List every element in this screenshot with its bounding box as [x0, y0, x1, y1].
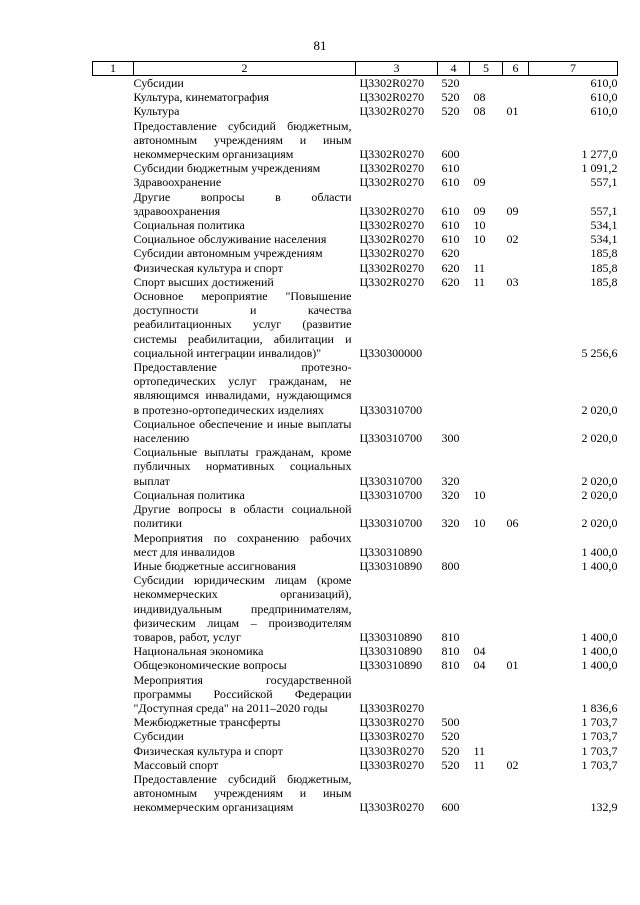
row-blank-cell	[93, 417, 134, 445]
table-row	[93, 261, 618, 275]
row-blank-cell	[93, 360, 134, 417]
row-code: Ц3303R0270	[359, 757, 425, 772]
table-row	[93, 289, 618, 360]
row-col4: 320	[441, 516, 460, 531]
row-col5	[470, 559, 503, 573]
row-amount: 2 020,0	[581, 402, 618, 417]
row-col6	[503, 772, 529, 815]
row-name: Общеэкономические вопросы	[133, 658, 287, 673]
row-blank-cell	[93, 559, 134, 573]
row-code: Ц330310890	[359, 658, 423, 673]
row-col6	[503, 531, 529, 559]
row-amount: 1 836,6	[581, 700, 618, 715]
row-col5: 11	[473, 260, 486, 275]
row-col6: 03	[506, 274, 519, 289]
table-row	[93, 531, 618, 559]
row-name: Предоставление субсидий бюджетным, автономным учреждениям и иным некоммерческим организациям	[133, 118, 352, 162]
row-amount: 2 020,0	[581, 431, 618, 446]
row-blank-cell	[93, 729, 134, 743]
row-code: Ц330310890	[359, 644, 423, 659]
row-name: Социальное обслуживание населения	[133, 232, 327, 247]
table-row	[93, 445, 618, 488]
table-row	[93, 246, 618, 260]
row-amount: 610,0	[590, 76, 618, 90]
row-blank-cell	[93, 246, 134, 260]
row-code: Ц3302R0270	[359, 232, 425, 247]
row-col4: 520	[441, 90, 460, 105]
row-name: Субсидии автономным учреждениям	[133, 246, 323, 261]
table-row	[93, 76, 618, 91]
row-name: Мероприятия государственной программы Российской Федерации "Доступная среда" на 2011–2020 годы	[133, 672, 352, 715]
row-code: Ц330310890	[359, 558, 423, 573]
table-row	[93, 573, 618, 644]
row-col5: 04	[473, 644, 486, 659]
column-header: 1	[93, 62, 134, 76]
row-col4: 520	[441, 104, 460, 119]
row-amount: 1 703,7	[581, 743, 618, 758]
row-name: Субсидии	[133, 729, 184, 744]
table-header-row	[93, 62, 618, 76]
row-col4: 500	[441, 715, 460, 730]
row-col4: 520	[441, 743, 460, 758]
row-col4: 320	[441, 487, 460, 502]
row-col4	[438, 531, 470, 559]
row-name: Иные бюджетные ассигнования	[133, 558, 296, 573]
row-col5: 09	[473, 175, 486, 190]
row-col4	[438, 289, 470, 360]
row-col5	[470, 729, 503, 743]
table-row	[93, 275, 618, 289]
row-col6	[503, 445, 529, 488]
row-name: Субсидии	[133, 76, 184, 90]
row-name: Социальная политика	[133, 487, 245, 502]
row-code: Ц330310700	[359, 473, 423, 488]
table-row	[93, 715, 618, 729]
row-blank-cell	[93, 744, 134, 758]
row-blank-cell	[93, 104, 134, 118]
row-code: Ц3302R0270	[359, 76, 425, 90]
row-blank-cell	[93, 673, 134, 716]
row-col4: 800	[441, 558, 460, 573]
row-col5	[470, 573, 503, 644]
row-code: Ц330310700	[359, 487, 423, 502]
row-blank-cell	[93, 175, 134, 189]
row-col6	[503, 360, 529, 417]
row-blank-cell	[93, 275, 134, 289]
row-code: Ц330310890	[359, 629, 423, 644]
row-blank-cell	[93, 261, 134, 275]
column-header: 6	[503, 62, 529, 76]
row-code: Ц3303R0270	[359, 800, 425, 815]
row-col4: 620	[441, 246, 460, 261]
row-name: Другие вопросы в области здравоохранения	[133, 189, 352, 218]
row-col4: 520	[441, 757, 460, 772]
row-col6	[503, 76, 529, 91]
row-col4: 620	[441, 274, 460, 289]
row-col5	[470, 445, 503, 488]
row-code: Ц330310700	[359, 431, 423, 446]
row-blank-cell	[93, 289, 134, 360]
row-code: Ц330310890	[359, 544, 423, 559]
row-blank-cell	[93, 445, 134, 488]
row-col6	[503, 289, 529, 360]
row-amount: 534,1	[590, 218, 618, 233]
table-row	[93, 744, 618, 758]
row-name: Мероприятия по сохранению рабочих мест для инвалидов	[133, 530, 352, 559]
row-col4: 810	[441, 644, 460, 659]
row-name: Массовый спорт	[133, 757, 219, 772]
table-row	[93, 119, 618, 162]
row-col5: 10	[473, 232, 486, 247]
row-code: Ц3302R0270	[359, 90, 425, 105]
row-col4: 520	[441, 76, 460, 90]
row-col6	[503, 119, 529, 162]
row-amount: 1 400,0	[581, 544, 618, 559]
row-amount: 610,0	[590, 104, 618, 119]
row-col5	[470, 119, 503, 162]
row-amount: 610,0	[590, 90, 618, 105]
row-col5	[470, 360, 503, 417]
row-code: Ц3302R0270	[359, 147, 425, 162]
column-header: 4	[438, 62, 470, 76]
row-blank-cell	[93, 573, 134, 644]
row-code: Ц330310700	[359, 516, 423, 531]
row-col4: 610	[441, 175, 460, 190]
table-row	[93, 673, 618, 716]
row-col6	[503, 559, 529, 573]
row-code: Ц3303R0270	[359, 700, 425, 715]
row-col4	[438, 360, 470, 417]
row-col5: 10	[473, 516, 486, 531]
row-name: Социальная политика	[133, 218, 245, 233]
row-amount: 132,9	[590, 800, 618, 815]
row-amount: 2 020,0	[581, 487, 618, 502]
row-amount: 185,8	[590, 274, 618, 289]
row-col4: 320	[441, 473, 460, 488]
row-amount: 1 703,7	[581, 715, 618, 730]
row-col5: 10	[473, 487, 486, 502]
table-row	[93, 729, 618, 743]
row-col6: 01	[506, 104, 519, 119]
row-amount: 1 091,2	[581, 161, 618, 176]
table-row	[93, 559, 618, 573]
row-blank-cell	[93, 488, 134, 502]
table-row	[93, 417, 618, 445]
row-name: Предоставление протезно-ортопедических услуг гражданам, не являющимся инвалидами, нуждающимся в протезно-ортопедических изделиях	[133, 360, 352, 417]
row-blank-cell	[93, 190, 134, 218]
row-amount: 185,8	[590, 246, 618, 261]
row-col4: 810	[441, 658, 460, 673]
row-blank-cell	[93, 772, 134, 815]
row-code: Ц330310700	[359, 402, 423, 417]
row-code: Ц3303R0270	[359, 743, 425, 758]
row-blank-cell	[93, 531, 134, 559]
row-amount: 185,8	[590, 260, 618, 275]
row-code: Ц3302R0270	[359, 246, 425, 261]
row-col4: 610	[441, 203, 460, 218]
row-amount: 2 020,0	[581, 516, 618, 531]
row-col4: 610	[441, 218, 460, 233]
row-amount: 2 020,0	[581, 473, 618, 488]
row-col6	[503, 161, 529, 175]
row-amount: 1 400,0	[581, 644, 618, 659]
row-blank-cell	[93, 644, 134, 658]
row-col5: 09	[473, 203, 486, 218]
row-name: Социальное обеспечение и иные выплаты населению	[133, 416, 352, 446]
row-blank-cell	[93, 715, 134, 729]
row-code: Ц3302R0270	[359, 274, 425, 289]
table-row	[93, 218, 618, 232]
row-col6	[503, 573, 529, 644]
row-col6	[503, 246, 529, 260]
row-name: Культура	[133, 104, 180, 119]
row-amount: 1 400,0	[581, 629, 618, 644]
row-col5: 08	[473, 90, 486, 105]
row-amount: 1 703,7	[581, 757, 618, 772]
row-col6	[503, 729, 529, 743]
row-code: Ц3302R0270	[359, 218, 425, 233]
table-row	[93, 175, 618, 189]
row-code: Ц3303R0270	[359, 715, 425, 730]
row-col6	[503, 744, 529, 758]
table-row	[93, 161, 618, 175]
row-name: Субсидии бюджетным учреждениям	[133, 161, 321, 176]
row-code: Ц3302R0270	[359, 260, 425, 275]
row-col4: 610	[441, 232, 460, 247]
row-col6: 09	[506, 203, 519, 218]
row-col6	[503, 644, 529, 658]
column-header: 5	[470, 62, 503, 76]
column-header: 2	[134, 62, 356, 76]
row-name: Культура, кинематография	[133, 90, 270, 105]
row-code: Ц3302R0270	[359, 203, 425, 218]
table-row	[93, 772, 618, 815]
row-name: Национальная экономика	[133, 644, 264, 659]
row-col4: 600	[441, 147, 460, 162]
row-blank-cell	[93, 161, 134, 175]
row-col6	[503, 715, 529, 729]
row-col6: 06	[506, 516, 519, 531]
table-row	[93, 232, 618, 246]
row-blank-cell	[93, 119, 134, 162]
row-blank-cell	[93, 502, 134, 530]
row-blank-cell	[93, 218, 134, 232]
table-body	[93, 76, 618, 815]
row-col5	[470, 161, 503, 175]
row-col5: 11	[473, 274, 486, 289]
table-row	[93, 190, 618, 218]
row-col6	[503, 417, 529, 445]
row-code: Ц330300000	[359, 345, 423, 360]
row-col6	[503, 90, 529, 104]
row-col6	[503, 218, 529, 232]
table-row	[93, 104, 618, 118]
table-row	[93, 488, 618, 502]
row-col4: 610	[441, 161, 460, 176]
row-col5: 04	[473, 658, 486, 673]
row-col6: 01	[506, 658, 519, 673]
row-col6	[503, 673, 529, 716]
row-amount: 1 277,0	[581, 147, 618, 162]
row-name: Социальные выплаты гражданам, кроме публичных нормативных социальных выплат	[133, 445, 352, 488]
row-blank-cell	[93, 232, 134, 246]
row-col5: 08	[473, 104, 486, 119]
row-amount: 5 256,6	[581, 345, 618, 360]
row-name: Основное мероприятие "Повышение доступности и качества реабилитационных услуг (развитие системы реабилитации, абилитации и социальной интеграции инвалидов)"	[133, 289, 352, 360]
table-row	[93, 758, 618, 772]
row-amount: 557,1	[590, 175, 618, 190]
row-code: Ц3302R0270	[359, 104, 425, 119]
budget-table	[92, 61, 618, 815]
row-code: Ц3302R0270	[359, 161, 425, 176]
row-amount: 557,1	[590, 203, 618, 218]
row-blank-cell	[93, 76, 134, 91]
row-amount: 1 703,7	[581, 729, 618, 744]
table-row	[93, 658, 618, 672]
row-amount: 534,1	[590, 232, 618, 247]
row-col5: 11	[473, 757, 486, 772]
row-col5	[470, 246, 503, 260]
row-blank-cell	[93, 758, 134, 772]
row-col4: 520	[441, 729, 460, 744]
row-code: Ц3303R0270	[359, 729, 425, 744]
table-row	[93, 644, 618, 658]
page-number: 81	[313, 38, 327, 53]
row-name: Межбюджетные трансферты	[133, 715, 281, 730]
row-col5	[470, 772, 503, 815]
row-code: Ц3302R0270	[359, 175, 425, 190]
row-name: Субсидии юридическим лицам (кроме некоммерческих организаций), индивидуальным предпринимателям, физическим лицам – производителям товаров, работ, услуг	[133, 573, 352, 644]
row-col4: 600	[441, 800, 460, 815]
row-name: Другие вопросы в области социальной политики	[133, 502, 352, 531]
row-col5	[470, 76, 503, 91]
row-amount: 1 400,0	[581, 658, 618, 673]
row-name: Физическая культура и спорт	[133, 260, 283, 275]
row-name: Физическая культура и спорт	[133, 743, 283, 758]
row-name: Здравоохранение	[133, 175, 222, 190]
column-header: 7	[529, 62, 618, 76]
row-col5	[470, 715, 503, 729]
row-col6	[503, 175, 529, 189]
row-col4	[438, 673, 470, 716]
row-col6: 02	[506, 757, 519, 772]
row-col5	[470, 417, 503, 445]
row-col4: 300	[441, 431, 460, 446]
table-row	[93, 360, 618, 417]
row-col4: 810	[441, 629, 460, 644]
row-blank-cell	[93, 658, 134, 672]
row-col5	[470, 531, 503, 559]
table-row	[93, 90, 618, 104]
column-header: 3	[356, 62, 438, 76]
row-name: Предоставление субсидий бюджетным, автономным учреждениям и иным некоммерческим организациям	[133, 771, 352, 815]
row-col5	[470, 289, 503, 360]
table-row	[93, 502, 618, 530]
row-col5: 10	[473, 218, 486, 233]
row-col6: 02	[506, 232, 519, 247]
row-amount: 1 400,0	[581, 558, 618, 573]
row-col4: 620	[441, 260, 460, 275]
row-col5: 11	[473, 743, 486, 758]
row-col6	[503, 488, 529, 502]
row-col6	[503, 261, 529, 275]
row-col5	[470, 673, 503, 716]
row-name: Спорт высших достижений	[133, 274, 274, 289]
row-blank-cell	[93, 90, 134, 104]
